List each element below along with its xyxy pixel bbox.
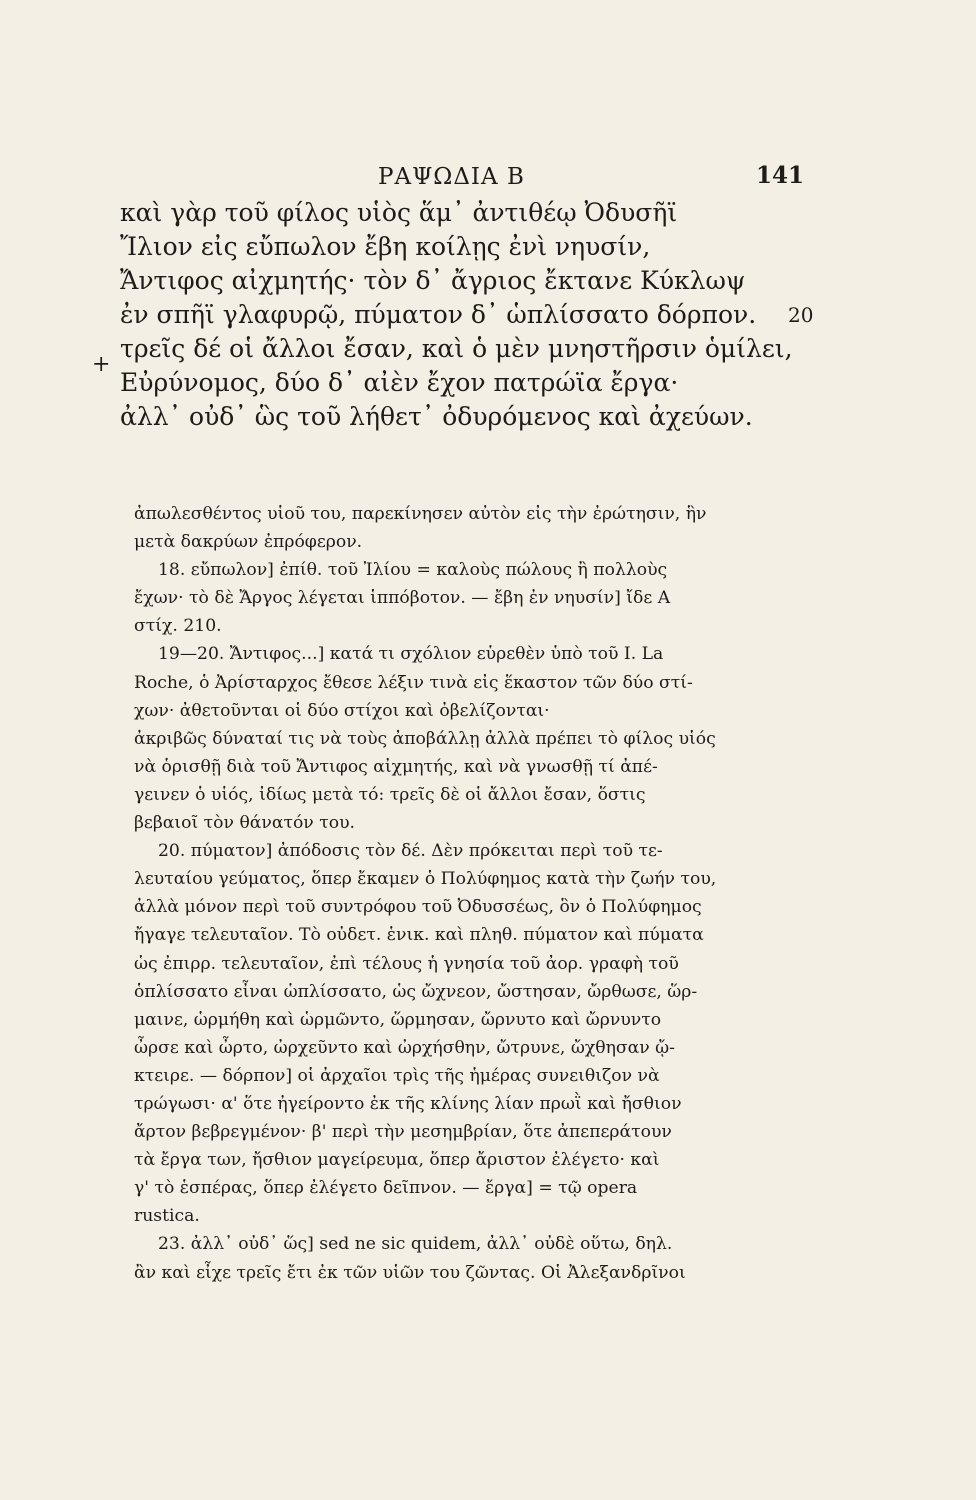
cross-mark: + (92, 352, 111, 377)
commentary-line: λευταίου γεύματος, ὅπερ ἔκαμεν ὁ Πολύφημος κατὰ τὴν ζωήν του, (134, 869, 717, 890)
verse-line: τρεῖς δέ οἱ ἄλλοι ἔσαν, καὶ ὁ μὲν μνηστῆρσιν ὁμίλει, (120, 334, 793, 363)
running-header-title: ΡΑΨΩΔΙΑ Β (378, 164, 525, 190)
commentary-line: ὁπλίσσατο εἶναι ὡπλίσσατο, ὡς ὤχνεον, ὤστησαν, ὤρθωσε, ὥρ- (134, 981, 698, 1002)
verse-line-20 (120, 298, 840, 332)
verse-line: Ἄντιφος αἰχμητής· τὸν δ᾽ ἄγριος ἔκτανε Κύκλωψ (120, 266, 746, 295)
commentary-line: ἀλλὰ μόνον περὶ τοῦ συντρόφου τοῦ Ὀδυσσέως, ὃν ὁ Πολύφημος (134, 897, 702, 918)
commentary-line: ἀκριβῶς δύναταί τις νὰ τοὺς ἀποβάλλῃ ἀλλὰ πρέπει τὸ φίλος υἱός (134, 728, 716, 749)
commentary-line: ἀπωλεσθέντος υἱοῦ του, παρεκίνησεν αὐτὸν εἰς τὴν ἐρώτησιν, ἣν (134, 504, 707, 524)
commentary-line: τὰ ἔργα των, ἤσθιον μαγείρευμα, ὅπερ ἄριστον ἐλέγετο· καὶ (134, 1150, 660, 1171)
commentary-line: 23. ἀλλ᾽ οὐδ᾽ ὥς] sed ne sic quidem, ἀλλ᾽ οὐδὲ οὕτω, δηλ. (158, 1234, 673, 1255)
verse-line: Εὐρύνομος, δύο δ᾽ αἰὲν ἔχον πατρώϊα ἔργα· (120, 368, 679, 397)
verse-line: ἀλλ᾽ οὐδ᾽ ὣς τοῦ λήθετ᾽ ὀδυρόμενος καὶ ἀχεύων. (120, 402, 753, 431)
commentary-line: μετὰ δακρύων ἐπρόφερον. (134, 532, 363, 553)
commentary-line: γεινεν ὁ υἱός, ἰδίως μετὰ τό: τρεῖς δὲ οἱ ἄλλοι ἔσαν, ὅστις (134, 784, 646, 805)
commentary-line: ὦρσε καὶ ὦρτο, ὠρχεῦντο καὶ ὠρχήσθην, ὤτρυνε, ὤχθησαν ᾤ- (134, 1037, 675, 1058)
commentary-line: 19—20. Ἄντιφος...] κατά τι σχόλιον εὑρεθὲν ὑπὸ τοῦ I. La (158, 644, 664, 665)
commentary-line: 18. εὔπωλον] ἐπίθ. τοῦ Ἰλίου = καλοὺς πώλους ἢ πολλοὺς (158, 560, 668, 581)
commentary-line: Roche, ὁ Ἀρίσταρχος ἔθεσε λέξιν τινὰ εἰς ἕκαστον τῶν δύο στί- (134, 672, 693, 693)
commentary-line: ἂν καὶ εἶχε τρεῖς ἔτι ἐκ τῶν υἱῶν του ζῶντας. Οἱ Ἀλεξανδρῖνοι (134, 1262, 686, 1283)
verse-line: καὶ γὰρ τοῦ φίλος υἱὸς ἅμ᾽ ἀντιθέῳ Ὀδυσῆϊ (120, 198, 678, 227)
commentary-line: κτειρε. — δόρπον] οἱ ἀρχαῖοι τρὶς τῆς ἡμέρας συνειθιζον νὰ (134, 1065, 660, 1086)
commentary-line: νὰ ὁρισθῇ διὰ τοῦ Ἄντιφος αἰχμητής, καὶ νὰ γνωσθῇ τί ἀπέ- (134, 756, 658, 777)
verse-block (120, 196, 840, 434)
line-number-marker: 20 (788, 303, 814, 327)
verse-line: Ἴλιον εἰς εὔπωλον ἔβη κοίλῃς ἐνὶ νηυσίν, (120, 232, 651, 261)
verse-line-text: ἐν σπῆϊ γλαφυρῷ, πύματον δ᾽ ὡπλίσσατο δόρπον. (120, 300, 757, 329)
commentary-line: γ' τὸ ἑσπέρας, ὅπερ ἐλέγετο δεῖπνον. — ἔργα] = τῷ opera (134, 1178, 638, 1199)
commentary-line: 20. πύματον] ἀπόδοσις τὸν δέ. Δὲν πρόκειται περὶ τοῦ τε- (158, 841, 663, 862)
commentary-line: ὡς ἐπιρρ. τελευταῖον, ἐπὶ τέλους ἡ γνησία τοῦ ἀορ. γραφὴ τοῦ (134, 953, 679, 974)
commentary-line: ἄρτον βεβρεγμένον· β' περὶ τὴν μεσημβρίαν, ὅτε ἀπεπεράτουν (134, 1122, 672, 1143)
page-number: 141 (756, 162, 805, 189)
commentary-line: ἤγαγε τελευταῖον. Τὸ οὐδετ. ἑνικ. καὶ πληθ. πύματον καὶ πύματα (134, 925, 704, 946)
commentary-line: ἔχων· τὸ δὲ Ἄργος λέγεται ἱππόβοτον. — ἔβη ἐν νηυσίν] ἴδε Α (134, 588, 671, 609)
commentary-line: βεβαιοῖ τὸν θάνατόν του. (134, 813, 355, 834)
commentary-line: στίχ. 210. (134, 616, 222, 637)
commentary-block (134, 500, 790, 1287)
commentary-line: rustica. (134, 1206, 200, 1227)
commentary-line: μαινε, ὡρμήθη καὶ ὡρμῶντο, ὥρμησαν, ὤρνυτο καὶ ὤρνυντο (134, 1009, 662, 1030)
commentary-line: τρώγωσι· α' ὅτε ἠγείροντο ἐκ τῆς κλίνης λίαν πρωῒ καὶ ἤσθιον (134, 1093, 682, 1114)
commentary-line: χων· ἀθετοῦνται οἱ δύο στίχοι καὶ ὀβελίζονται· (134, 700, 550, 721)
